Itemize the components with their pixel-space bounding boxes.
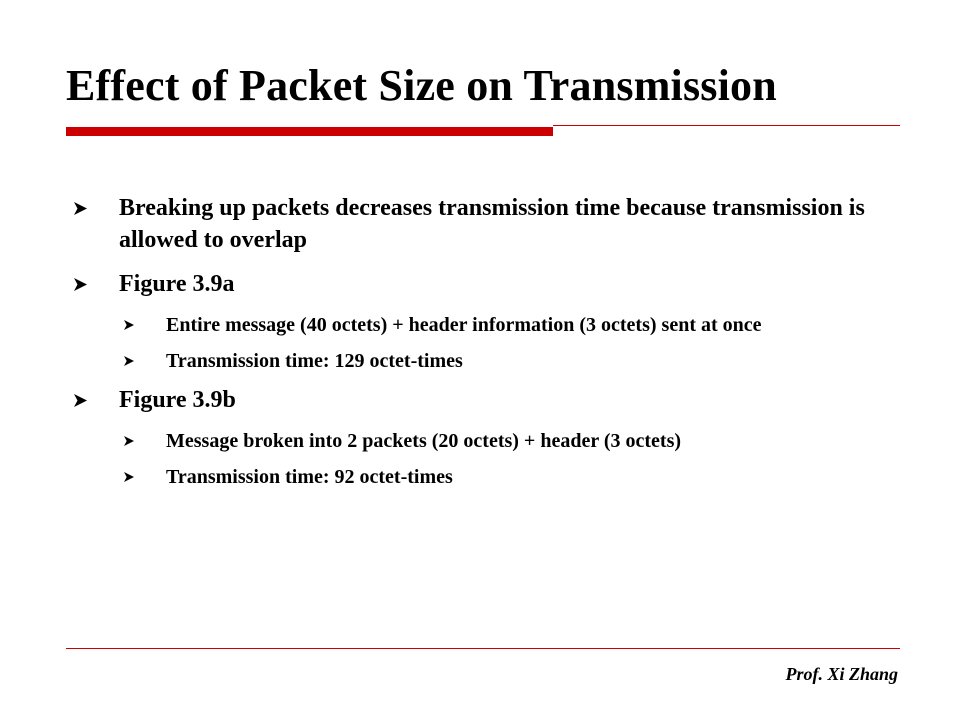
sub-bullet-item bbox=[74, 464, 874, 490]
footer-rule bbox=[66, 648, 900, 649]
arrowhead-bullet-icon bbox=[74, 278, 87, 291]
sub-bullet-item bbox=[74, 348, 874, 374]
bullet-list bbox=[74, 192, 874, 500]
sub-bullet-text: Transmission time: 129 octet-times bbox=[166, 350, 463, 372]
sub-bullet-item bbox=[74, 428, 874, 454]
sub-bullet-text: Entire message (40 octets) + header information (3 octets) sent at once bbox=[166, 314, 762, 336]
arrowhead-bullet-icon bbox=[124, 356, 134, 366]
arrowhead-bullet-icon bbox=[74, 394, 87, 407]
bullet-item bbox=[74, 268, 874, 300]
bullet-text: Figure 3.9b bbox=[119, 387, 236, 413]
arrowhead-bullet-icon bbox=[124, 320, 134, 330]
bullet-item bbox=[74, 384, 874, 416]
title-underline-thin bbox=[553, 125, 900, 126]
bullet-item bbox=[74, 192, 874, 256]
sub-bullet-text: Transmission time: 92 octet-times bbox=[166, 466, 453, 488]
footer-author: Prof. Xi Zhang bbox=[785, 664, 898, 684]
sub-bullet-text: Message broken into 2 packets (20 octets) + header (3 octets) bbox=[166, 430, 682, 452]
arrowhead-bullet-icon bbox=[124, 472, 134, 482]
arrowhead-bullet-icon bbox=[124, 436, 134, 446]
bullet-text: Figure 3.9a bbox=[119, 271, 235, 297]
title-underline-thick bbox=[66, 127, 553, 136]
sub-bullet-item bbox=[74, 312, 874, 338]
arrowhead-bullet-icon bbox=[74, 202, 87, 215]
slide-title: Effect of Packet Size on Transmission bbox=[66, 61, 777, 110]
bullet-text: Breaking up packets decreases transmission time because transmission is allowed to overlap bbox=[119, 195, 865, 253]
